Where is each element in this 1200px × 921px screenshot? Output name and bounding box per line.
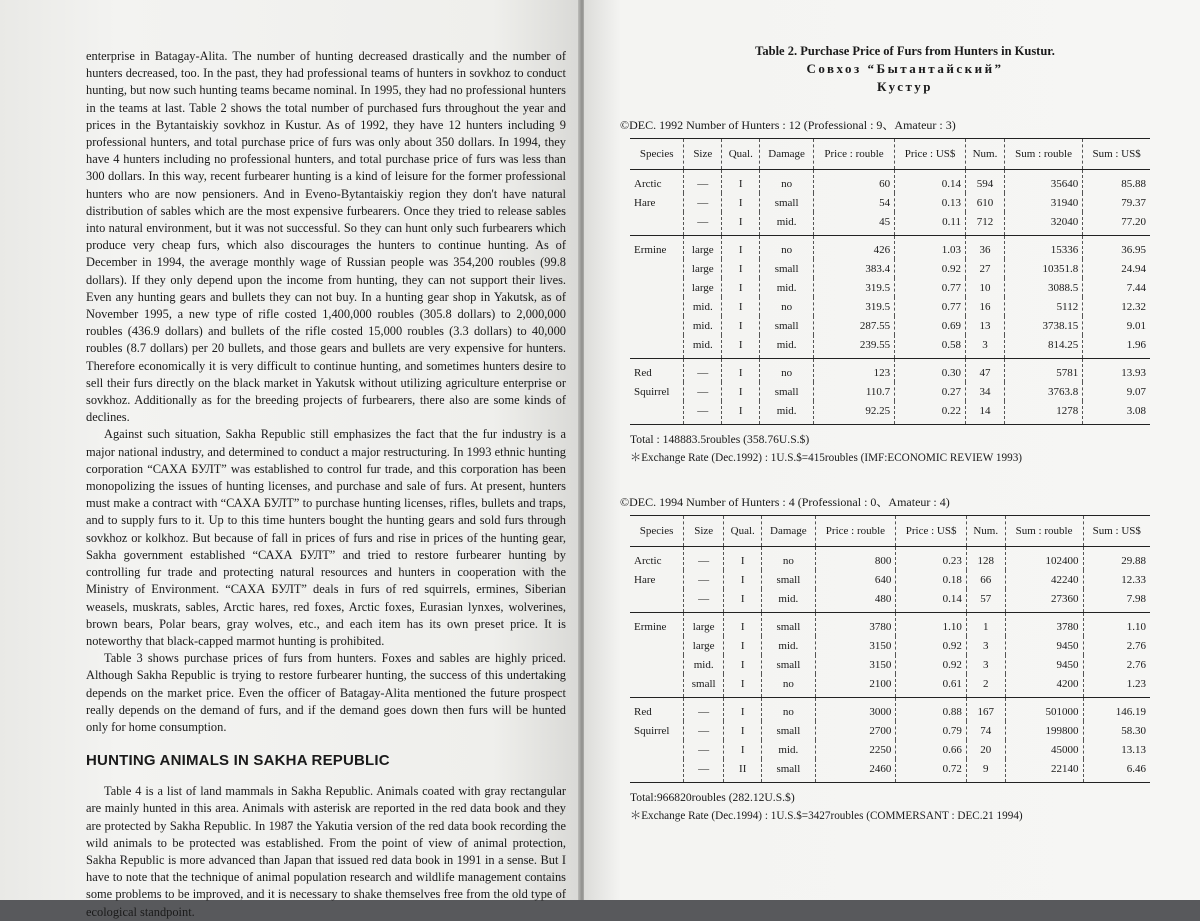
column-header-damage: Damage bbox=[760, 139, 814, 170]
cell-species bbox=[630, 589, 684, 613]
cell-size: large bbox=[684, 236, 722, 260]
paragraph-1: enterprise in Batagay-Alita. The number of hunting decreased drastically and the number of hunters decreased, too. In the past, they had professional teams of hunters in sovkhoz to conduct hunting, but now such hunting teams became nominal. In 1995, they had no professional hunters in the teams at last. Table 2 shows the total number of purchased furs throughout the year and prices in the Bytantaiskiy sovkhoz in Kustur. As of 1992, they have 12 hunters including 9 professional hunters, and total purchase price of furs was only about 350 dollars. In 1994, they have 4 hunters including no professional hunters, and total purchase price of furs was less than 300 dollars. In this way, recent furbearer hunting is a kind of leisure for the former professional hunters who are now pensioners. And in Eveno-Bytantaiskiy region they don't have natural distribution of sables which are the most expensive furbearers. Once they tried to release sables into natural environment, but it was not successful. So they can hunt only such furbearers which produce very cheap furs, which also discourages the hunters to continue hunting. As of December in 1994, the average monthly wage of Russian people was 354,200 roubles (99.8 dollars). If they only depend upon the income from hunting, they can not support their lives. Even any hunting gears and bullets they can not buy. In a hunting gear shop in Yakutsk, as of November 1995, a new type of rifle costed 1,400,000 roubles (305.8 dollars) to 2,000,000 roubles (436.9 dollars) and bullets of the rifle costed 15,000 roubles (3.3 dollars) to 40,000 roubles (8.7 dollars) per 20 bullets, and those gears and bullets are very expensive for hunters. Therefore economically it is very difficult to continue hunting, and sometimes hunters desire to sell their furs directly on the black market in Yakutsk without utilizing agriculture enterprise or sovkhoz. Additionally as for the breeding projects of furbearers, there also are some kinds of declines. bbox=[86, 49, 566, 425]
cell-qual: I bbox=[724, 636, 762, 655]
cell-sum-usd: 7.98 bbox=[1083, 589, 1150, 613]
cell-species: Ermine bbox=[634, 243, 667, 256]
cell-price-usd: 0.27 bbox=[895, 382, 966, 401]
cell-size: large bbox=[684, 613, 724, 637]
table-1994-total: Total:966820roubles (282.12U.S.$) bbox=[630, 791, 795, 804]
cell-price-rouble: 3780 bbox=[815, 613, 896, 637]
table-row bbox=[630, 212, 1150, 236]
cell-sum-rouble: 102400 bbox=[1005, 547, 1083, 571]
cell-damage: no bbox=[760, 359, 814, 383]
cell-sum-rouble: 199800 bbox=[1005, 721, 1083, 740]
cell-species bbox=[630, 740, 684, 759]
cell-price-usd: 0.72 bbox=[896, 759, 966, 783]
cell-qual: I bbox=[722, 359, 760, 383]
cell-num: 594 bbox=[965, 170, 1004, 194]
cell-sum-rouble: 1278 bbox=[1004, 401, 1082, 425]
table-1992-exchange-rate: ＊Exchange Rate (Dec.1992) : 1U.S.$=415roubles (IMF:ECONOMIC REVIEW 1993) bbox=[630, 452, 1023, 464]
cell-num: 1 bbox=[966, 613, 1005, 637]
table-1992-meta: ©DEC. 1992 Number of Hunters : 12 (Professional : 9、Amateur : 3) bbox=[620, 118, 956, 132]
cell-num: 20 bbox=[966, 740, 1005, 759]
cell-price-usd: 0.77 bbox=[895, 297, 966, 316]
cell-qual: II bbox=[724, 759, 762, 783]
cell-sum-usd: 12.33 bbox=[1083, 570, 1150, 589]
column-header-size: Size bbox=[684, 139, 722, 170]
column-header-price-usd: Price : US$ bbox=[896, 516, 966, 547]
section-heading: HUNTING ANIMALS IN SAKHA REPUBLIC bbox=[86, 752, 390, 770]
cell-price-usd: 0.79 bbox=[896, 721, 966, 740]
cell-size: — bbox=[684, 740, 724, 759]
table-1994-exchange-rate: ＊Exchange Rate (Dec.1994) : 1U.S.$=3427roubles (COMMERSANT : DEC.21 1994) bbox=[630, 810, 1023, 822]
cell-num: 10 bbox=[965, 278, 1004, 297]
cell-sum-rouble: 3738.15 bbox=[1004, 316, 1082, 335]
cell-sum-rouble: 3088.5 bbox=[1004, 278, 1082, 297]
column-header-species: Species bbox=[630, 516, 684, 547]
left-page bbox=[0, 0, 580, 919]
cell-damage: mid. bbox=[760, 212, 814, 236]
table-row bbox=[630, 359, 1150, 383]
cell-price-rouble: 92.25 bbox=[813, 401, 894, 425]
table-subtitle-sovkhoz: Совхоз “Бытантайский” bbox=[806, 61, 1004, 76]
cell-sum-usd: 1.96 bbox=[1083, 335, 1150, 359]
cell-num: 13 bbox=[965, 316, 1004, 335]
cell-damage: small bbox=[762, 570, 815, 589]
cell-num: 712 bbox=[965, 212, 1004, 236]
cell-size: — bbox=[684, 359, 722, 383]
cell-damage: small bbox=[760, 193, 814, 212]
table-row bbox=[630, 570, 1150, 589]
cell-size: — bbox=[684, 570, 724, 589]
cell-qual: I bbox=[724, 570, 762, 589]
cell-size: — bbox=[684, 401, 722, 425]
paragraph-3: Table 3 shows purchase prices of furs from hunters. Foxes and sables are highly priced. Although Sakha Republic is trying to restore furbearer hunting, the success of this undertaking depends on the market price. Even the officer of Batagay-Alita mentioned the future prospect really depends on the demand of furs, and if the demand goes down then furs will be hunted only for home consumption. bbox=[86, 651, 566, 734]
cell-price-rouble: 640 bbox=[815, 570, 896, 589]
cell-species bbox=[630, 655, 684, 674]
cell-species bbox=[630, 297, 684, 316]
cell-species: Red bbox=[634, 366, 652, 379]
cell-num: 14 bbox=[965, 401, 1004, 425]
cell-damage: no bbox=[760, 236, 814, 260]
cell-price-usd: 0.22 bbox=[895, 401, 966, 425]
cell-size: — bbox=[684, 170, 722, 194]
cell-sum-rouble: 3763.8 bbox=[1004, 382, 1082, 401]
cell-damage: small bbox=[762, 655, 815, 674]
table-row bbox=[630, 613, 1150, 637]
cell-num: 3 bbox=[966, 636, 1005, 655]
cell-sum-rouble: 814.25 bbox=[1004, 335, 1082, 359]
column-header-sum-usd: Sum : US$ bbox=[1083, 516, 1150, 547]
cell-size: mid. bbox=[684, 297, 722, 316]
fur-price-table-1992 bbox=[630, 138, 1150, 425]
cell-qual: I bbox=[722, 212, 760, 236]
cell-sum-rouble: 27360 bbox=[1005, 589, 1083, 613]
cell-price-rouble: 3150 bbox=[815, 655, 896, 674]
cell-damage: small bbox=[762, 759, 815, 783]
cell-num: 16 bbox=[965, 297, 1004, 316]
cell-damage: small bbox=[762, 613, 815, 637]
column-header-price-rouble: Price : rouble bbox=[815, 516, 896, 547]
cell-price-usd: 0.30 bbox=[895, 359, 966, 383]
cell-qual: I bbox=[722, 335, 760, 359]
cell-sum-rouble: 5112 bbox=[1004, 297, 1082, 316]
table-title: Table 2. Purchase Price of Furs from Hunters in Kustur. bbox=[755, 44, 1055, 58]
cell-price-rouble: 480 bbox=[815, 589, 896, 613]
cell-qual: I bbox=[722, 297, 760, 316]
cell-num: 128 bbox=[966, 547, 1005, 571]
column-header-price-rouble: Price : rouble bbox=[813, 139, 894, 170]
table-row bbox=[630, 316, 1150, 335]
cell-species bbox=[630, 316, 684, 335]
cell-sum-usd: 77.20 bbox=[1083, 212, 1150, 236]
cell-damage: mid. bbox=[760, 335, 814, 359]
cell-price-usd: 0.18 bbox=[896, 570, 966, 589]
cell-num: 36 bbox=[965, 236, 1004, 260]
cell-size: mid. bbox=[684, 335, 722, 359]
cell-damage: no bbox=[762, 674, 815, 698]
cell-num: 27 bbox=[965, 259, 1004, 278]
cell-size: large bbox=[684, 636, 724, 655]
cell-price-rouble: 110.7 bbox=[813, 382, 894, 401]
cell-qual: I bbox=[724, 698, 762, 722]
cell-price-usd: 0.88 bbox=[896, 698, 966, 722]
table-subtitle-location: Кустур bbox=[877, 79, 933, 94]
cell-sum-usd: 79.37 bbox=[1083, 193, 1150, 212]
table-row bbox=[630, 740, 1150, 759]
cell-species bbox=[630, 636, 684, 655]
cell-num: 3 bbox=[966, 655, 1005, 674]
cell-qual: I bbox=[722, 170, 760, 194]
table-row bbox=[630, 636, 1150, 655]
cell-sum-usd: 9.07 bbox=[1083, 382, 1150, 401]
cell-damage: mid. bbox=[760, 278, 814, 297]
column-header-species: Species bbox=[630, 139, 684, 170]
cell-num: 167 bbox=[966, 698, 1005, 722]
cell-price-rouble: 3000 bbox=[815, 698, 896, 722]
cell-qual: I bbox=[724, 740, 762, 759]
cell-price-usd: 0.77 bbox=[895, 278, 966, 297]
cell-num: 57 bbox=[966, 589, 1005, 613]
cell-species: Hare bbox=[634, 196, 656, 209]
table-1992-total: Total : 148883.5roubles (358.76U.S.$) bbox=[630, 433, 810, 446]
cell-sum-usd: 12.32 bbox=[1083, 297, 1150, 316]
cell-price-rouble: 45 bbox=[813, 212, 894, 236]
cell-species: Red bbox=[634, 705, 652, 718]
cell-price-rouble: 319.5 bbox=[813, 278, 894, 297]
cell-size: large bbox=[684, 278, 722, 297]
cell-qual: I bbox=[724, 613, 762, 637]
cell-price-usd: 0.14 bbox=[896, 589, 966, 613]
cell-sum-usd: 7.44 bbox=[1083, 278, 1150, 297]
cell-price-usd: 0.14 bbox=[895, 170, 966, 194]
cell-size: mid. bbox=[684, 655, 724, 674]
cell-sum-rouble: 45000 bbox=[1005, 740, 1083, 759]
table-row bbox=[630, 759, 1150, 783]
cell-price-rouble: 319.5 bbox=[813, 297, 894, 316]
cell-damage: small bbox=[760, 382, 814, 401]
cell-price-rouble: 239.55 bbox=[813, 335, 894, 359]
cell-price-usd: 0.92 bbox=[895, 259, 966, 278]
cell-sum-rouble: 35640 bbox=[1004, 170, 1082, 194]
cell-qual: I bbox=[722, 382, 760, 401]
cell-price-rouble: 426 bbox=[813, 236, 894, 260]
table-row bbox=[630, 278, 1150, 297]
cell-size: mid. bbox=[684, 316, 722, 335]
cell-damage: no bbox=[760, 297, 814, 316]
cell-price-usd: 0.92 bbox=[896, 655, 966, 674]
cell-sum-usd: 58.30 bbox=[1083, 721, 1150, 740]
table-row bbox=[630, 721, 1150, 740]
cell-num: 3 bbox=[965, 335, 1004, 359]
cell-qual: I bbox=[724, 674, 762, 698]
cell-size: — bbox=[684, 212, 722, 236]
table-row bbox=[630, 674, 1150, 698]
cell-damage: no bbox=[762, 547, 815, 571]
cell-price-rouble: 123 bbox=[813, 359, 894, 383]
cell-species bbox=[630, 401, 684, 425]
cell-sum-usd: 2.76 bbox=[1083, 655, 1150, 674]
cell-sum-usd: 1.10 bbox=[1083, 613, 1150, 637]
cell-sum-rouble: 4200 bbox=[1005, 674, 1083, 698]
cell-sum-usd: 85.88 bbox=[1083, 170, 1150, 194]
column-header-num: Num. bbox=[965, 139, 1004, 170]
table-row bbox=[630, 236, 1150, 260]
cell-size: — bbox=[684, 382, 722, 401]
cell-sum-rouble: 42240 bbox=[1005, 570, 1083, 589]
cell-size: — bbox=[684, 721, 724, 740]
cell-price-rouble: 287.55 bbox=[813, 316, 894, 335]
cell-species: Squirrel bbox=[634, 724, 670, 737]
table-row bbox=[630, 170, 1150, 194]
column-header-sum-usd: Sum : US$ bbox=[1083, 139, 1150, 170]
cell-species bbox=[630, 259, 684, 278]
cell-num: 34 bbox=[965, 382, 1004, 401]
cell-price-rouble: 3150 bbox=[815, 636, 896, 655]
cell-species: Arctic bbox=[634, 177, 662, 190]
cell-price-usd: 1.10 bbox=[896, 613, 966, 637]
cell-sum-usd: 2.76 bbox=[1083, 636, 1150, 655]
cell-sum-rouble: 5781 bbox=[1004, 359, 1082, 383]
column-header-sum-rouble: Sum : rouble bbox=[1004, 139, 1082, 170]
cell-price-usd: 0.58 bbox=[895, 335, 966, 359]
cell-size: large bbox=[684, 259, 722, 278]
cell-sum-rouble: 32040 bbox=[1004, 212, 1082, 236]
cell-price-usd: 0.23 bbox=[896, 547, 966, 571]
cell-size: — bbox=[684, 547, 724, 571]
cell-sum-rouble: 22140 bbox=[1005, 759, 1083, 783]
cell-num: 2 bbox=[966, 674, 1005, 698]
cell-sum-rouble: 9450 bbox=[1005, 636, 1083, 655]
column-header-price-usd: Price : US$ bbox=[895, 139, 966, 170]
table-row bbox=[630, 547, 1150, 571]
cell-species bbox=[630, 674, 684, 698]
cell-sum-usd: 3.08 bbox=[1083, 401, 1150, 425]
table-row bbox=[630, 589, 1150, 613]
table-row bbox=[630, 655, 1150, 674]
paragraph-4: Table 4 is a list of land mammals in Sakha Republic. Animals coated with gray rectangular are mainly hunted in this area. Animals with asterisk are reported in the red data book and they are protected by Sakha Republic. In 1987 the Yakutia version of the red data book recording the wild animals to be protected was established. From the point of view of animal protection, Sakha Republic is more advanced than Japan that issued red data book in 1991 in a sense. But I have to note that the technique of animal population research and wildlife management contains some problems to be improved, and it is necessary to shake themselves free from the old type of ecological standpoint. bbox=[86, 784, 566, 919]
column-header-qual: Qual. bbox=[724, 516, 762, 547]
cell-species bbox=[630, 335, 684, 359]
cell-price-rouble: 2100 bbox=[815, 674, 896, 698]
cell-species bbox=[630, 278, 684, 297]
paragraph-2: Against such situation, Sakha Republic still emphasizes the fact that the fur industry is a major national industry, and determined to conduct a major restructuring. In 1993 ethnic hunting corporation “САХА БУЛТ” was established to control fur trade, and this corporation has been monopolizing the issues of hunting licenses, and purchase and sale of furs. At present, hunters must make a contract with “САХА БУЛТ” to purchase hunting licenses, rifles, bullets and traps, and to supply furs to it. Up to this time hunters bought the hunting gears and sold furs through sovkhoz or kolkhoz. But because of fall in prices of furs and rise in prices of the hunting gear, Sakha government established “САХА БУЛТ” and tried to restore furbearer hunting by controlling fur trade and protecting natural resources and hunters in cooperation with the Ministry of Environment. “САХА БУЛТ” deals in furs of red squirrels, ermines, Siberian weasels, muskrats, sables, Arctic hares, red foxes, Arctic foxes, Eurasian lynxes, wolverines, brown bears, Polar bears, gray wolves, etc., and each item has its own preset price. It is noteworthy that black-capped marmot hunting is prohibited. bbox=[86, 427, 566, 648]
cell-price-usd: 0.69 bbox=[895, 316, 966, 335]
cell-num: 610 bbox=[965, 193, 1004, 212]
cell-price-usd: 0.66 bbox=[896, 740, 966, 759]
cell-num: 47 bbox=[965, 359, 1004, 383]
cell-damage: small bbox=[760, 259, 814, 278]
fur-price-table-1994 bbox=[630, 515, 1150, 783]
cell-qual: I bbox=[724, 589, 762, 613]
table-row bbox=[630, 698, 1150, 722]
cell-sum-usd: 13.93 bbox=[1083, 359, 1150, 383]
cell-damage: mid. bbox=[760, 401, 814, 425]
cell-num: 74 bbox=[966, 721, 1005, 740]
cell-qual: I bbox=[722, 259, 760, 278]
cell-sum-rouble: 10351.8 bbox=[1004, 259, 1082, 278]
cell-price-usd: 0.61 bbox=[896, 674, 966, 698]
cell-sum-usd: 6.46 bbox=[1083, 759, 1150, 783]
cell-sum-rouble: 31940 bbox=[1004, 193, 1082, 212]
cell-sum-usd: 36.95 bbox=[1083, 236, 1150, 260]
cell-size: — bbox=[684, 759, 724, 783]
cell-sum-rouble: 9450 bbox=[1005, 655, 1083, 674]
cell-qual: I bbox=[724, 721, 762, 740]
cell-species: Hare bbox=[634, 573, 656, 586]
column-header-num: Num. bbox=[966, 516, 1005, 547]
cell-size: small bbox=[684, 674, 724, 698]
table-row bbox=[630, 335, 1150, 359]
cell-qual: I bbox=[722, 193, 760, 212]
cell-sum-usd: 146.19 bbox=[1083, 698, 1150, 722]
cell-price-rouble: 2460 bbox=[815, 759, 896, 783]
table-row bbox=[630, 401, 1150, 425]
cell-damage: small bbox=[760, 316, 814, 335]
cell-damage: no bbox=[762, 698, 815, 722]
cell-price-usd: 0.92 bbox=[896, 636, 966, 655]
cell-damage: mid. bbox=[762, 589, 815, 613]
cell-sum-usd: 13.13 bbox=[1083, 740, 1150, 759]
cell-price-rouble: 2250 bbox=[815, 740, 896, 759]
cell-qual: I bbox=[722, 278, 760, 297]
cell-price-usd: 0.11 bbox=[895, 212, 966, 236]
cell-size: — bbox=[684, 589, 724, 613]
cell-size: — bbox=[684, 698, 724, 722]
cell-sum-rouble: 501000 bbox=[1005, 698, 1083, 722]
cell-species: Arctic bbox=[634, 554, 662, 567]
cell-species bbox=[630, 759, 684, 783]
table-1994-meta: ©DEC. 1994 Number of Hunters : 4 (Professional : 0、Amateur : 4) bbox=[620, 495, 950, 509]
cell-num: 9 bbox=[966, 759, 1005, 783]
column-header-size: Size bbox=[684, 516, 724, 547]
cell-sum-rouble: 3780 bbox=[1005, 613, 1083, 637]
cell-damage: mid. bbox=[762, 636, 815, 655]
table-row bbox=[630, 193, 1150, 212]
cell-sum-rouble: 15336 bbox=[1004, 236, 1082, 260]
cell-species bbox=[630, 212, 684, 236]
cell-sum-usd: 1.23 bbox=[1083, 674, 1150, 698]
cell-price-rouble: 2700 bbox=[815, 721, 896, 740]
cell-size: — bbox=[684, 193, 722, 212]
cell-qual: I bbox=[722, 401, 760, 425]
table-row bbox=[630, 259, 1150, 278]
cell-price-rouble: 54 bbox=[813, 193, 894, 212]
column-header-sum-rouble: Sum : rouble bbox=[1005, 516, 1083, 547]
cell-qual: I bbox=[722, 316, 760, 335]
cell-sum-usd: 24.94 bbox=[1083, 259, 1150, 278]
cell-price-usd: 1.03 bbox=[895, 236, 966, 260]
cell-price-rouble: 60 bbox=[813, 170, 894, 194]
cell-sum-usd: 9.01 bbox=[1083, 316, 1150, 335]
table-row bbox=[630, 297, 1150, 316]
cell-damage: mid. bbox=[762, 740, 815, 759]
cell-damage: no bbox=[760, 170, 814, 194]
cell-num: 66 bbox=[966, 570, 1005, 589]
cell-price-rouble: 800 bbox=[815, 547, 896, 571]
cell-qual: I bbox=[722, 236, 760, 260]
cell-species: Squirrel bbox=[634, 385, 670, 398]
cell-price-rouble: 383.4 bbox=[813, 259, 894, 278]
column-header-qual: Qual. bbox=[722, 139, 760, 170]
cell-price-usd: 0.13 bbox=[895, 193, 966, 212]
cell-qual: I bbox=[724, 655, 762, 674]
column-header-damage: Damage bbox=[762, 516, 815, 547]
table-row bbox=[630, 382, 1150, 401]
right-page bbox=[584, 0, 1200, 900]
cell-sum-usd: 29.88 bbox=[1083, 547, 1150, 571]
cell-damage: small bbox=[762, 721, 815, 740]
cell-qual: I bbox=[724, 547, 762, 571]
cell-species: Ermine bbox=[634, 620, 667, 633]
